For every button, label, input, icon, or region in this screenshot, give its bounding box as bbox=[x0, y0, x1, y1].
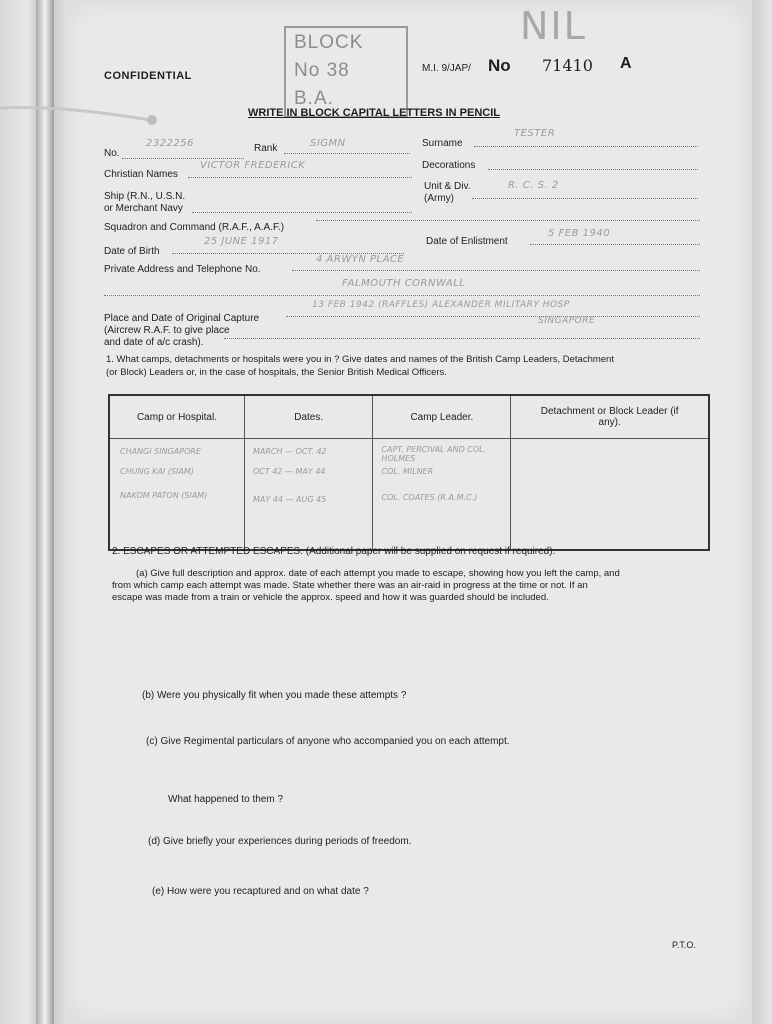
unit-label-1: Unit & Div. bbox=[424, 181, 471, 192]
camp-leader-2: COL. MILNER bbox=[381, 467, 434, 476]
camp-names-cell bbox=[109, 439, 244, 551]
capture-value-2: SINGAPORE bbox=[538, 316, 596, 326]
enlistment-line bbox=[530, 244, 700, 245]
document-suffix: A bbox=[620, 55, 632, 72]
capture-line-2 bbox=[224, 338, 700, 339]
capture-label-1: Place and Date of Original Capture bbox=[104, 313, 260, 324]
document-no-label: No bbox=[488, 56, 511, 75]
camp-leaders-cell bbox=[373, 439, 511, 551]
camps-table-body-row bbox=[109, 439, 709, 551]
section-2a-line-2: from which camp each attempt was made. State whether there was an air-raid in progress at the time or not. If an bbox=[112, 580, 588, 591]
capture-label-3: and date of a/c crash). bbox=[104, 337, 204, 348]
capture-line-1 bbox=[286, 316, 700, 317]
header-detachment-leader: Detachment or Block Leader (if any). bbox=[511, 395, 709, 439]
section-2a-line-3: escape was made from a train or vehicle the approx. speed and how it was guarded should be included. bbox=[112, 592, 549, 603]
camp-name-2: CHUNG KAI (SIAM) bbox=[120, 467, 194, 476]
date-of-birth-label: Date of Birth bbox=[104, 246, 160, 257]
rank-line bbox=[284, 153, 410, 154]
enlistment-label: Date of Enlistment bbox=[426, 236, 508, 247]
address-value-2: FALMOUTH CORNWALL bbox=[342, 278, 466, 289]
section-2d: (d) Give briefly your experiences during periods of freedom. bbox=[148, 836, 412, 847]
binder-string bbox=[0, 100, 170, 130]
question-1-line-1: 1. What camps, detachments or hospitals were you in ? Give dates and names of the British Camp Leaders, Detachment bbox=[106, 354, 614, 365]
binder-left-edge bbox=[0, 0, 70, 1024]
binder-spine bbox=[36, 0, 54, 1024]
camp-dates-cell bbox=[244, 439, 372, 551]
camp-leader-1: CAPT. PERCIVAL AND COL. HOLMES bbox=[381, 445, 487, 463]
section-2-heading: 2. ESCAPES OR ATTEMPTED ESCAPES. (Additional paper will be supplied on request if required). bbox=[112, 546, 556, 557]
camp-leader-3: COL. COATES (R.A.M.C.) bbox=[381, 493, 478, 502]
unit-label-2: (Army) bbox=[424, 193, 454, 204]
camps-table bbox=[108, 394, 710, 551]
capture-value-1: 13 FEB 1942 (RAFFLES) ALEXANDER MILITARY HOSP bbox=[312, 300, 570, 310]
section-2c-followup: What happened to them ? bbox=[168, 794, 284, 805]
squadron-label: Squadron and Command (R.A.F., A.A.F.) bbox=[104, 222, 285, 233]
decorations-line bbox=[488, 169, 698, 170]
pto-label: P.T.O. bbox=[672, 940, 696, 950]
address-label: Private Address and Telephone No. bbox=[104, 264, 261, 275]
stamp-line-1: BLOCK bbox=[294, 32, 364, 53]
camp-name-3: NAKOM PATON (SIAM) bbox=[120, 491, 208, 500]
christian-names-line bbox=[188, 177, 412, 178]
camps-table-header-row bbox=[109, 395, 709, 439]
document-number: 71410 bbox=[542, 56, 593, 75]
surname-value: TESTER bbox=[514, 128, 556, 139]
service-no-value: 2322256 bbox=[146, 138, 195, 149]
header-camp-leader: Camp Leader. bbox=[373, 395, 511, 439]
ship-label-2: or Merchant Navy bbox=[104, 203, 183, 214]
camp-dates-2: OCT 42 — MAY 44 bbox=[252, 467, 326, 476]
surname-label: Surname bbox=[422, 138, 463, 149]
ship-line bbox=[192, 212, 412, 213]
address-line-1 bbox=[292, 270, 700, 271]
service-no-line bbox=[122, 158, 244, 159]
header-camp-or-hospital: Camp or Hospital. bbox=[109, 395, 244, 439]
detachment-leaders-cell bbox=[511, 439, 709, 551]
date-of-birth-value: 25 JUNE 1917 bbox=[204, 236, 279, 247]
section-2c: (c) Give Regimental particulars of anyone who accompanied you on each attempt. bbox=[146, 736, 510, 747]
service-no-label: No. bbox=[104, 148, 120, 159]
christian-names-label: Christian Names bbox=[104, 169, 178, 180]
nil-annotation: NIL bbox=[520, 4, 587, 48]
decorations-label: Decorations bbox=[422, 160, 476, 171]
squadron-line bbox=[316, 220, 700, 221]
confidential-label: CONFIDENTIAL bbox=[104, 70, 192, 82]
ship-label-1: Ship (R.N., U.S.N. bbox=[104, 191, 186, 202]
stamp-line-3: B.A. bbox=[294, 88, 334, 109]
mi-reference: M.I. 9/JAP/ bbox=[422, 63, 471, 74]
question-1-line-2: (or Block) Leaders or, in the case of hospitals, the Senior British Medical Officers. bbox=[106, 367, 447, 378]
form-sheet bbox=[64, 0, 752, 1024]
rank-value: SIGMN bbox=[310, 138, 346, 149]
surname-line bbox=[474, 146, 698, 147]
enlistment-value: 5 FEB 1940 bbox=[548, 228, 611, 239]
camp-dates-1: MARCH — OCT. 42 bbox=[252, 447, 327, 456]
header-dates: Dates. bbox=[244, 395, 372, 439]
pencil-instruction: WRITE IN BLOCK CAPITAL LETTERS IN PENCIL bbox=[248, 107, 500, 119]
section-2e: (e) How were you recaptured and on what date ? bbox=[152, 886, 369, 897]
camp-name-1: CHANGI SINGAPORE bbox=[120, 447, 201, 456]
address-line-2 bbox=[104, 295, 700, 296]
capture-label-2: (Aircrew R.A.F. to give place bbox=[104, 325, 230, 336]
address-value-1: 4 ARWYN PLACE bbox=[316, 254, 405, 265]
stamp-line-2: No 38 bbox=[294, 60, 350, 81]
unit-value: R. C. S. 2 bbox=[508, 180, 559, 191]
christian-names-value: VICTOR FREDERICK bbox=[200, 160, 306, 171]
section-2a-line-1: (a) Give full description and approx. date of each attempt you made to escape, showing how you left the camp, and bbox=[136, 568, 620, 579]
camp-dates-3: MAY 44 — AUG 45 bbox=[252, 495, 327, 504]
rank-label: Rank bbox=[254, 143, 278, 154]
section-2b: (b) Were you physically fit when you made these attempts ? bbox=[142, 690, 407, 701]
unit-line bbox=[472, 198, 698, 199]
block-stamp bbox=[284, 26, 408, 118]
